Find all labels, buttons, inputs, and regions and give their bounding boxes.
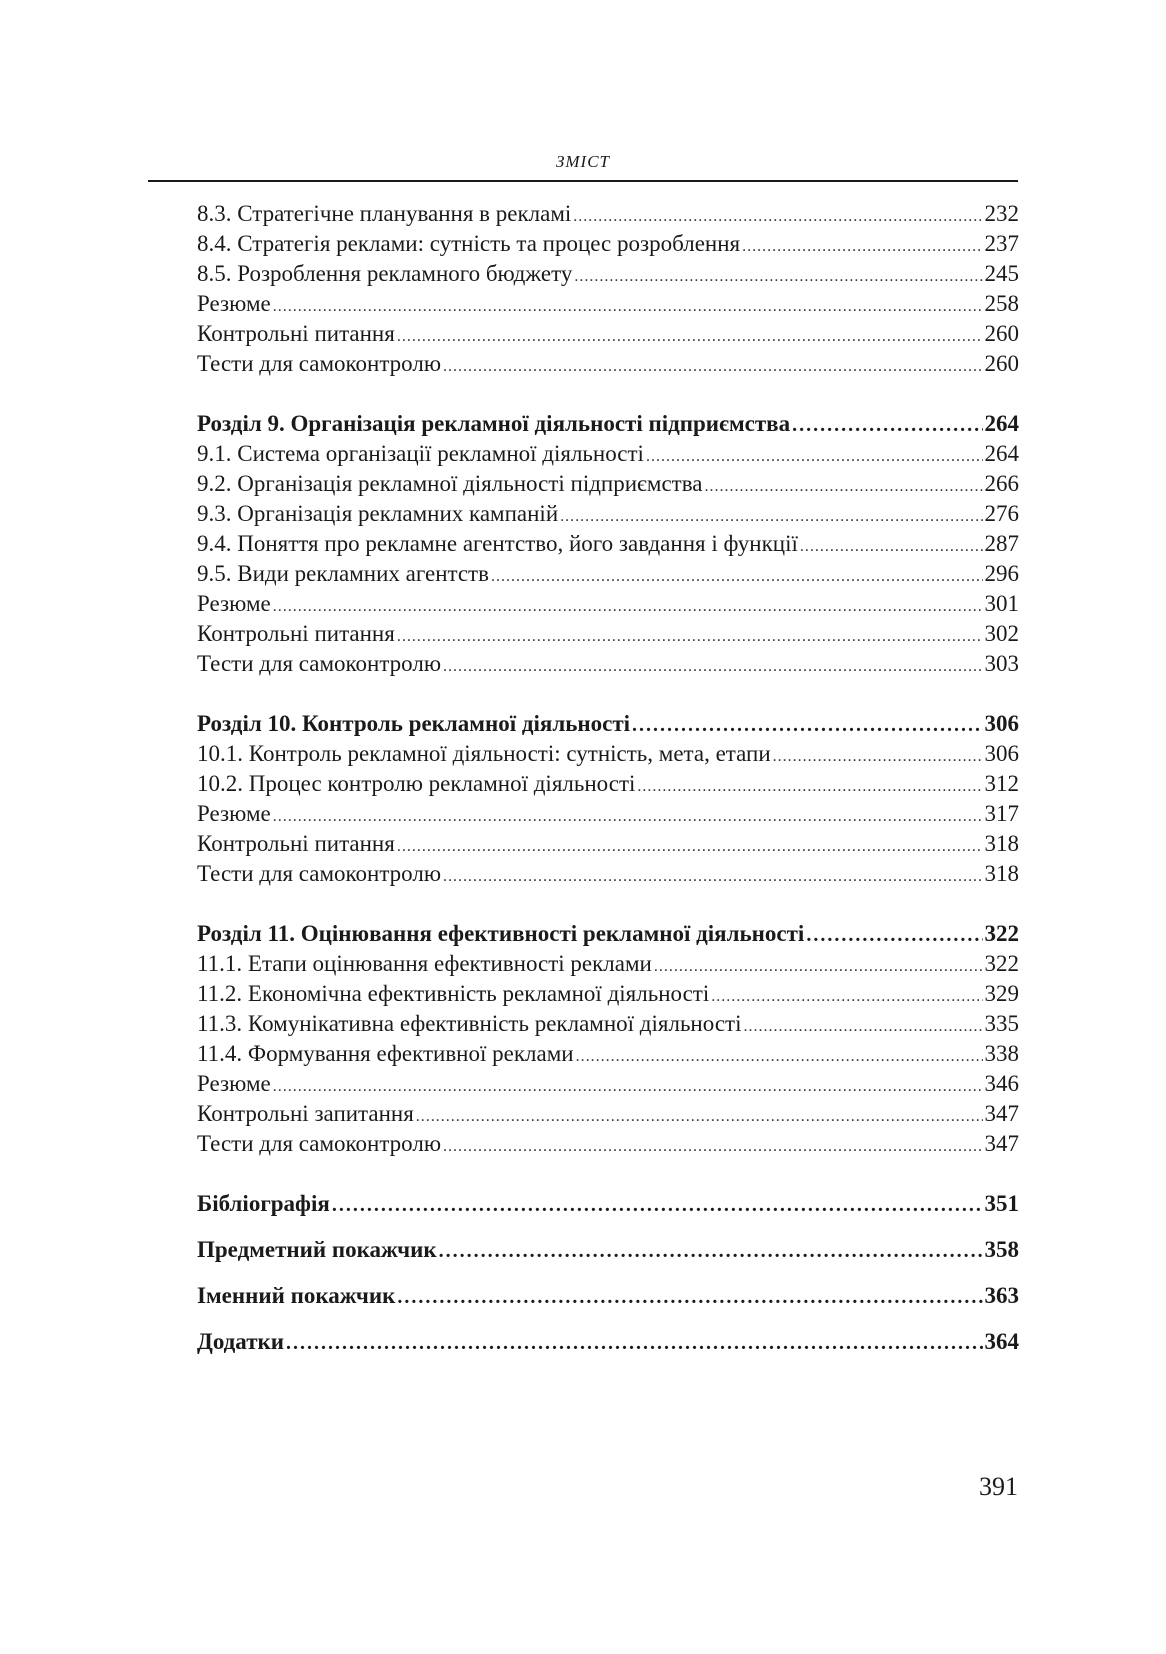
toc-entry[interactable] xyxy=(197,1129,1019,1159)
toc-entry-page: 276 xyxy=(984,501,1019,526)
dot-leader xyxy=(806,920,982,950)
toc-entry-title: 10.1. Контроль рекламної діяльності: сутність, мета, етапи xyxy=(197,741,771,766)
toc-entry[interactable] xyxy=(197,739,1019,769)
dot-leader xyxy=(416,1102,983,1132)
header-rule xyxy=(148,180,1018,182)
toc-entry[interactable] xyxy=(197,799,1019,829)
toc-chapter-entry[interactable] xyxy=(197,1327,1019,1357)
toc-entry-title: 9.5. Види рекламних агентств xyxy=(197,561,489,586)
toc-entry-title: Резюме xyxy=(197,801,271,826)
dot-leader xyxy=(491,562,983,592)
toc-entry[interactable] xyxy=(197,529,1019,559)
toc-entry-title: Тести для самоконтролю xyxy=(197,351,442,376)
dot-leader xyxy=(742,232,982,262)
toc-entry-title: Резюме xyxy=(197,591,271,616)
toc-entry[interactable] xyxy=(197,829,1019,859)
toc-entry-page: 358 xyxy=(984,1237,1019,1262)
toc-entry-page: 306 xyxy=(984,711,1019,736)
toc-chapter-entry[interactable] xyxy=(197,709,1019,739)
toc-entry-page: 260 xyxy=(984,321,1019,346)
toc-entry[interactable] xyxy=(197,349,1019,379)
toc-entry-title: 9.4. Поняття про рекламне агентство, його завдання і функції xyxy=(197,531,798,556)
dot-leader xyxy=(397,1282,982,1312)
toc-chapter-entry[interactable] xyxy=(197,409,1019,439)
dot-leader xyxy=(646,442,983,472)
toc-entry-page: 260 xyxy=(984,351,1019,376)
toc-entry-title: 8.5. Розроблення рекламного бюджету xyxy=(197,261,573,286)
toc-entry[interactable] xyxy=(197,1099,1019,1129)
toc-entry[interactable] xyxy=(197,319,1019,349)
dot-leader xyxy=(560,502,982,532)
toc-entry-title: Контрольні питання xyxy=(197,621,395,646)
toc-entry-page: 264 xyxy=(984,441,1019,466)
toc-entry-title: Резюме xyxy=(197,1071,271,1096)
toc-entry-page: 264 xyxy=(984,411,1019,436)
toc-entry-title: Розділ 10. Контроль рекламної діяльності xyxy=(197,711,631,736)
dot-leader xyxy=(443,1132,982,1162)
toc-entry-page: 301 xyxy=(984,591,1019,616)
toc-entry-title: Тести для самоконтролю xyxy=(197,1131,442,1156)
toc-entry-page: 322 xyxy=(984,951,1019,976)
dot-leader xyxy=(637,772,982,802)
toc-entry-page: 322 xyxy=(984,921,1019,946)
toc-entry-title: 8.3. Стратегічне планування в рекламі xyxy=(197,201,572,226)
toc-chapter-entry[interactable] xyxy=(197,1235,1019,1265)
toc-entry[interactable] xyxy=(197,649,1019,679)
toc-entry-page: 317 xyxy=(984,801,1019,826)
toc-entry-page: 329 xyxy=(984,981,1019,1006)
toc-entry-page: 245 xyxy=(984,261,1019,286)
toc-entry-page: 302 xyxy=(984,621,1019,646)
toc-entry[interactable] xyxy=(197,199,1019,229)
toc-entry[interactable] xyxy=(197,979,1019,1009)
dot-leader xyxy=(397,322,983,352)
toc-entry[interactable] xyxy=(197,229,1019,259)
toc-entry-page: 363 xyxy=(984,1283,1019,1308)
toc-entry-page: 346 xyxy=(984,1071,1019,1096)
dot-leader xyxy=(397,622,983,652)
toc-entry[interactable] xyxy=(197,439,1019,469)
toc-entry[interactable] xyxy=(197,619,1019,649)
toc-entry-title: Розділ 11. Оцінювання ефективності рекламної діяльності xyxy=(197,921,805,946)
toc-chapter-entry[interactable] xyxy=(197,1281,1019,1311)
dot-leader xyxy=(800,532,983,562)
toc-entry-title: Контрольні питання xyxy=(197,321,395,346)
toc-entry-page: 303 xyxy=(984,651,1019,676)
toc-entry-title: Розділ 9. Організація рекламної діяльності підприємства xyxy=(197,411,791,436)
dot-leader xyxy=(332,1190,983,1220)
toc-entry-title: 11.3. Комунікативна ефективність рекламної діяльності xyxy=(197,1011,742,1036)
toc-entry[interactable] xyxy=(197,469,1019,499)
toc-entry-title: 11.2. Економічна ефективність рекламної діяльності xyxy=(197,981,710,1006)
toc-entry-page: 296 xyxy=(984,561,1019,586)
toc-entry-page: 237 xyxy=(984,231,1019,256)
dot-leader xyxy=(704,472,982,502)
toc-entry-page: 312 xyxy=(984,771,1019,796)
toc-entry[interactable] xyxy=(197,259,1019,289)
toc-entry[interactable] xyxy=(197,1039,1019,1069)
dot-leader xyxy=(654,952,983,982)
toc-entry-title: Контрольні питання xyxy=(197,831,395,856)
toc-entry-title: 9.1. Система організації рекламної діяльності xyxy=(197,441,644,466)
dot-leader xyxy=(273,292,983,322)
dot-leader xyxy=(743,1012,982,1042)
toc-entry-title: 11.4. Формування ефективної реклами xyxy=(197,1041,574,1066)
toc-entry-page: 306 xyxy=(984,741,1019,766)
toc-chapter-entry[interactable] xyxy=(197,1189,1019,1219)
toc-chapter-entry[interactable] xyxy=(197,919,1019,949)
toc-entry-page: 347 xyxy=(984,1131,1019,1156)
toc-entry[interactable] xyxy=(197,499,1019,529)
toc-entry-title: Бібліографія xyxy=(197,1191,330,1216)
toc-entry-title: 10.2. Процес контролю рекламної діяльності xyxy=(197,771,636,796)
toc-entry-title: Резюме xyxy=(197,291,271,316)
toc-entry-page: 258 xyxy=(984,291,1019,316)
toc-entry-page: 347 xyxy=(984,1101,1019,1126)
toc-entry-title: 9.3. Організація рекламних кампаній xyxy=(197,501,559,526)
dot-leader xyxy=(632,710,982,740)
table-of-contents xyxy=(197,199,1019,1357)
toc-entry-page: 338 xyxy=(984,1041,1019,1066)
toc-entry-page: 318 xyxy=(984,831,1019,856)
toc-entry[interactable] xyxy=(197,589,1019,619)
toc-entry-title: Іменний покажчик xyxy=(197,1283,396,1308)
toc-entry-title: 8.4. Стратегія реклами: сутність та процес розроблення xyxy=(197,231,741,256)
toc-entry-page: 287 xyxy=(984,531,1019,556)
toc-entry-title: 9.2. Організація рекламної діяльності підприємства xyxy=(197,471,703,496)
dot-leader xyxy=(439,1236,983,1266)
toc-entry[interactable] xyxy=(197,949,1019,979)
toc-entry[interactable] xyxy=(197,859,1019,889)
running-header: ЗМІСТ xyxy=(555,152,611,171)
toc-entry-title: Тести для самоконтролю xyxy=(197,651,442,676)
toc-entry-page: 351 xyxy=(984,1191,1019,1216)
dot-leader xyxy=(286,1328,982,1358)
toc-entry-page: 335 xyxy=(984,1011,1019,1036)
toc-entry-page: 232 xyxy=(984,201,1019,226)
toc-entry-page: 266 xyxy=(984,471,1019,496)
toc-entry-title: Предметний покажчик xyxy=(197,1237,437,1262)
dot-leader xyxy=(576,1042,983,1072)
dot-leader xyxy=(574,262,982,292)
toc-entry-title: Додатки xyxy=(197,1329,285,1354)
toc-entry-title: 11.1. Етапи оцінювання ефективності реклами xyxy=(197,951,652,976)
dot-leader xyxy=(773,742,983,772)
toc-entry-title: Тести для самоконтролю xyxy=(197,861,442,886)
page-number: 391 xyxy=(979,1472,1018,1501)
dot-leader xyxy=(443,862,982,892)
toc-entry-page: 318 xyxy=(984,861,1019,886)
toc-entry-title: Контрольні запитання xyxy=(197,1101,414,1126)
dot-leader xyxy=(273,592,983,622)
toc-entry[interactable] xyxy=(197,1069,1019,1099)
dot-leader xyxy=(792,410,982,440)
toc-entry[interactable] xyxy=(197,769,1019,799)
dot-leader xyxy=(273,1072,983,1102)
toc-entry[interactable] xyxy=(197,559,1019,589)
toc-entry[interactable] xyxy=(197,289,1019,319)
toc-entry[interactable] xyxy=(197,1009,1019,1039)
dot-leader xyxy=(397,832,983,862)
dot-leader xyxy=(273,802,983,832)
dot-leader xyxy=(711,982,982,1012)
dot-leader xyxy=(443,652,982,682)
dot-leader xyxy=(573,202,982,232)
dot-leader xyxy=(443,352,982,382)
toc-entry-page: 364 xyxy=(984,1329,1019,1354)
